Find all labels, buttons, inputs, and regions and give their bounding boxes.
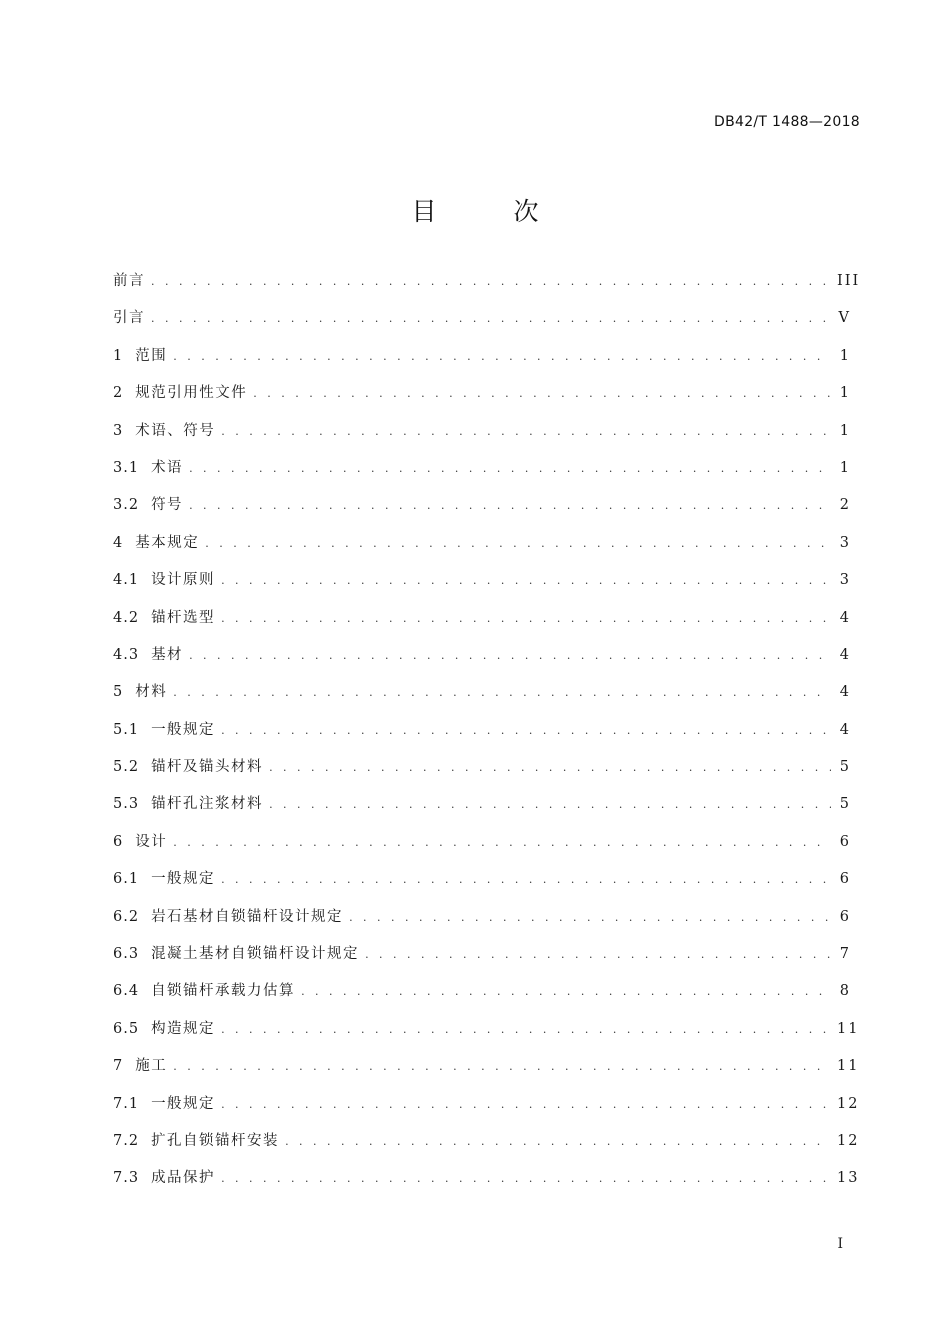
toc-dot-leader — [221, 1160, 831, 1197]
toc-entry-number: 7 — [113, 1058, 124, 1075]
toc-entry-page: 6 — [839, 871, 851, 888]
toc-entry-page: 12 — [837, 1095, 860, 1112]
toc-entry-label: 成品保护 — [151, 1170, 216, 1187]
toc-entry-page: 1 — [839, 347, 851, 364]
toc-dot-leader — [221, 712, 831, 749]
toc-entry[interactable] — [113, 899, 851, 936]
toc-dot-leader — [173, 338, 831, 375]
toc-entry[interactable] — [113, 786, 851, 823]
toc-entry[interactable] — [113, 674, 851, 711]
toc-entry-page: 4 — [839, 684, 851, 701]
toc-entry[interactable] — [113, 1011, 860, 1048]
toc-dot-leader — [151, 300, 831, 337]
toc-entry[interactable] — [113, 562, 851, 599]
toc-entry-label: 规范引用性文件 — [135, 385, 248, 402]
toc-entry-page: 11 — [837, 1058, 860, 1075]
toc-entry-page: 3 — [839, 534, 851, 551]
toc-dot-leader — [285, 1123, 831, 1160]
toc-entry[interactable] — [113, 973, 851, 1010]
toc-entry-label: 混凝土基材自锁锚杆设计规定 — [151, 946, 360, 963]
toc-entry-number: 6.3 — [113, 946, 140, 963]
toc-entry-number: 6.2 — [113, 908, 140, 925]
toc-entry-label: 施工 — [135, 1058, 168, 1075]
toc-dot-leader — [365, 936, 831, 973]
page-title: 目 次 — [411, 197, 565, 226]
toc-entry[interactable] — [113, 413, 851, 450]
toc-dot-leader — [221, 600, 831, 637]
toc-entry-page: 4 — [839, 646, 851, 663]
toc-entry-label: 锚杆及锚头材料 — [151, 759, 264, 776]
toc-entry[interactable] — [113, 600, 851, 637]
toc-entry-page: 5 — [839, 796, 851, 813]
toc-entry-page: 4 — [839, 721, 851, 738]
toc-entry-page: 3 — [839, 572, 851, 589]
toc-entry-page: 2 — [839, 497, 851, 514]
toc-entry[interactable] — [113, 861, 851, 898]
toc-entry[interactable] — [113, 936, 851, 973]
toc-entry-page: 1 — [839, 459, 851, 476]
toc-dot-leader — [173, 674, 831, 711]
toc-dot-leader — [221, 413, 831, 450]
toc-entry-number: 3.2 — [113, 497, 140, 514]
toc-entry-number: 4.2 — [113, 609, 140, 626]
toc-dot-leader — [173, 824, 831, 861]
toc-entry-number: 7.1 — [113, 1095, 140, 1112]
toc-entry[interactable] — [113, 525, 851, 562]
toc-entry-label: 自锁锚杆承载力估算 — [151, 983, 296, 1000]
toc-entry[interactable] — [113, 487, 851, 524]
table-of-contents — [113, 263, 861, 1198]
toc-entry-label: 一般规定 — [151, 1095, 216, 1112]
toc-entry-page: 7 — [839, 946, 851, 963]
toc-entry-number: 6.5 — [113, 1020, 140, 1037]
toc-dot-leader — [349, 899, 831, 936]
toc-entry-label: 设计 — [135, 833, 168, 850]
toc-dot-leader — [221, 861, 831, 898]
toc-dot-leader — [253, 375, 831, 412]
toc-entry[interactable] — [113, 450, 851, 487]
toc-entry[interactable] — [113, 1160, 860, 1197]
toc-entry-page: 6 — [839, 833, 851, 850]
toc-entry-number: 3 — [113, 422, 124, 439]
toc-entry-label: 锚杆选型 — [151, 609, 216, 626]
toc-dot-leader — [221, 1011, 831, 1048]
toc-entry-number: 3.1 — [113, 459, 140, 476]
toc-entry-label: 一般规定 — [151, 871, 216, 888]
toc-entry[interactable] — [113, 749, 851, 786]
toc-dot-leader — [221, 562, 831, 599]
toc-entry-label: 基本规定 — [135, 534, 200, 551]
toc-entry-number: 7.3 — [113, 1170, 140, 1187]
toc-entry-label: 符号 — [151, 497, 184, 514]
toc-entry-label: 构造规定 — [151, 1020, 216, 1037]
toc-entry-number: 5.3 — [113, 796, 140, 813]
toc-entry-label: 扩孔自锁锚杆安装 — [151, 1132, 280, 1149]
toc-entry-number: 4 — [113, 534, 124, 551]
toc-entry-page: V — [838, 310, 851, 327]
toc-entry-number: 5.2 — [113, 759, 140, 776]
toc-dot-leader — [189, 637, 831, 674]
toc-entry[interactable] — [113, 300, 851, 337]
toc-entry-number: 4.3 — [113, 646, 140, 663]
toc-dot-leader — [189, 450, 831, 487]
toc-entry-number: 2 — [113, 385, 124, 402]
toc-dot-leader — [189, 487, 831, 524]
toc-entry-number: 4.1 — [113, 572, 140, 589]
toc-entry-page: III — [837, 273, 861, 289]
document-code: DB42/T 1488—2018 — [714, 114, 860, 130]
toc-entry-number: 6.1 — [113, 871, 140, 888]
toc-entry-label: 引言 — [113, 310, 145, 327]
toc-entry-label: 基材 — [151, 646, 184, 663]
toc-entry-page: 1 — [839, 385, 851, 402]
toc-dot-leader — [173, 1048, 831, 1085]
toc-dot-leader — [269, 786, 831, 823]
toc-entry-page: 1 — [839, 422, 851, 439]
toc-dot-leader — [301, 973, 831, 1010]
toc-entry-number: 5 — [113, 684, 124, 701]
toc-entry[interactable] — [113, 1048, 860, 1085]
page-number: I — [837, 1236, 843, 1252]
toc-entry-page: 12 — [837, 1132, 860, 1149]
toc-dot-leader — [205, 525, 831, 562]
toc-entry-label: 材料 — [135, 684, 168, 701]
toc-entry-page: 6 — [839, 908, 851, 925]
toc-entry-label: 一般规定 — [151, 721, 216, 738]
toc-entry[interactable] — [113, 1086, 860, 1123]
toc-entry-number: 1 — [113, 347, 124, 364]
toc-entry[interactable] — [113, 637, 851, 674]
toc-entry-label: 设计原则 — [151, 572, 216, 589]
toc-entry[interactable] — [113, 263, 861, 300]
toc-entry-page: 5 — [839, 759, 851, 776]
toc-entry-label: 前言 — [113, 273, 145, 289]
toc-entry-label: 范围 — [135, 347, 168, 364]
toc-entry-number: 7.2 — [113, 1132, 140, 1149]
toc-entry[interactable] — [113, 1123, 860, 1160]
toc-entry-page: 13 — [837, 1170, 860, 1187]
toc-entry-page: 4 — [839, 609, 851, 626]
toc-entry-number: 6.4 — [113, 983, 140, 1000]
toc-entry[interactable] — [113, 824, 851, 861]
toc-entry-label: 锚杆孔注浆材料 — [151, 796, 264, 813]
toc-dot-leader — [269, 749, 831, 786]
toc-entry-label: 术语 — [151, 459, 184, 476]
toc-entry-number: 5.1 — [113, 721, 140, 738]
toc-entry-page: 8 — [839, 983, 851, 1000]
toc-entry[interactable] — [113, 712, 851, 749]
toc-entry[interactable] — [113, 375, 851, 412]
toc-entry[interactable] — [113, 338, 851, 375]
toc-dot-leader — [151, 263, 831, 300]
toc-dot-leader — [221, 1086, 831, 1123]
toc-entry-label: 岩石基材自锁锚杆设计规定 — [151, 908, 344, 925]
toc-entry-page: 11 — [837, 1020, 860, 1037]
toc-entry-label: 术语、符号 — [135, 422, 216, 439]
toc-entry-number: 6 — [113, 833, 124, 850]
